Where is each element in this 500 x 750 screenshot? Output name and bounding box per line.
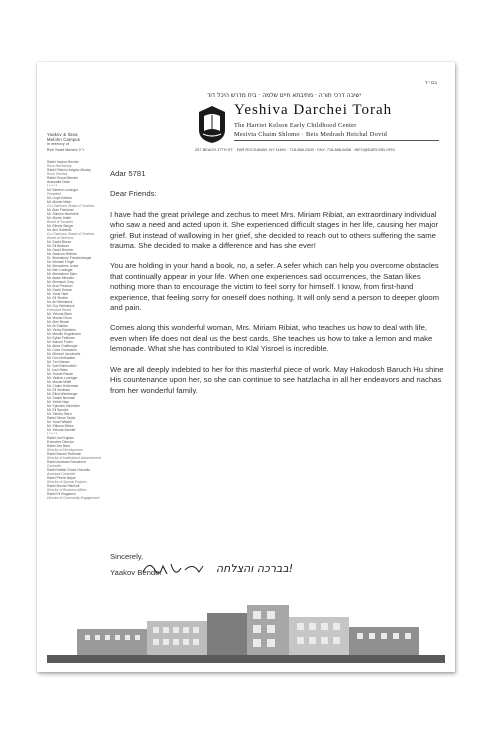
staff-entry: Mr. Michoel Jacobovitz bbox=[47, 352, 81, 356]
staff-entry: Mr. Yehuda Zachter bbox=[47, 428, 76, 432]
staff-separator: * * * * * bbox=[47, 184, 58, 188]
staff-entry: Associate Dean bbox=[47, 180, 71, 184]
staff-entry: Mr. Ari Weinstock bbox=[47, 300, 73, 304]
staff-entry: Rabbi Avraham Schachner bbox=[47, 460, 87, 464]
staff-entry: Mr. Baruch Fuchs bbox=[47, 340, 73, 344]
staff-entry: Mr. Yaakov Lowinger bbox=[47, 376, 78, 380]
staff-entry: Mr. Chaim Hoberman bbox=[47, 384, 79, 388]
staff-entry: Mr. Eli Spectre bbox=[47, 408, 69, 412]
staff-entry: Rabbi Joel Kaplan bbox=[47, 436, 74, 440]
staff-entry: Mr. Lloyd Keilson bbox=[47, 196, 73, 200]
staff-entry: Mr. Yosef Wieder bbox=[47, 420, 72, 424]
staff-entry: Rabbi Yaakov Bender bbox=[47, 160, 79, 164]
campus-building-image bbox=[47, 599, 445, 663]
staff-entry: Co-Chairmen, Board of Trustees bbox=[47, 204, 95, 208]
staff-entry: Assistant Controller bbox=[47, 472, 76, 476]
staff-entry: Mr. Eli Seidman bbox=[47, 388, 71, 392]
letter-closing: Sincerely, bbox=[110, 552, 144, 561]
staff-entry: Mr. Adam Mirowitz bbox=[47, 276, 74, 280]
staff-entry: Mr. Meir Brown bbox=[47, 320, 70, 324]
handwritten-blessing: בברכה והצלחה! bbox=[216, 562, 294, 575]
staff-entry: Rabbi Simon Taylor bbox=[47, 416, 76, 420]
staff-entry: Mr. Yisroel Rokah bbox=[47, 372, 73, 376]
staff-entry: Mr. Ami Sobieski bbox=[47, 228, 72, 232]
staff-entry: Board of Directors bbox=[47, 236, 74, 240]
staff-entry: Mr. Elliot Weinberger bbox=[47, 392, 78, 396]
staff-entry: Mr. Meshie Engelmann bbox=[47, 332, 81, 336]
staff-entry: Rabbi Zev Bald bbox=[47, 444, 70, 448]
staff-entry: Mr. Yehuda Blum bbox=[47, 312, 72, 316]
school-name: Yeshiva Darchei Torah bbox=[234, 102, 393, 118]
school-subtitle-2: Mesivta Chaim Shlomo · Beis Medrash Heichal Dovid bbox=[234, 131, 388, 138]
staff-entry: Mr. Moshe Mizer bbox=[47, 200, 72, 204]
letter-salutation: Dear Friends: bbox=[110, 189, 157, 199]
staff-entry: Rabbi Moshe Reinholt bbox=[47, 484, 80, 488]
handwritten-signature bbox=[141, 552, 301, 582]
letterhead-divider bbox=[234, 140, 439, 141]
letter-body bbox=[110, 169, 445, 406]
yeshiva-logo-icon bbox=[197, 104, 227, 144]
staff-entry: Executive Board bbox=[47, 308, 72, 312]
staff-entry: Director of Community Engagement bbox=[47, 496, 100, 500]
staff-entry: Mr. Daniel Neuman bbox=[47, 396, 76, 400]
staff-entry: Dr. Shamsbury Freudenberger bbox=[47, 256, 92, 260]
letter-paragraph: We are all deeply indebted to her for this masterful piece of work. May Hakodosh Baruch Hu shine His countenance upon her, so she can continue to see hatzlacha in all her endeavors and nachas from her wonderful family. bbox=[110, 364, 444, 395]
staff-entry: Dr. Uzzi Reiss bbox=[47, 368, 68, 372]
staff-entry: Rabbi Baruch Rothman bbox=[47, 452, 82, 456]
staff-entry: Mr. Benesh Lowinger bbox=[47, 188, 78, 192]
staff-entry: Board of Trustees bbox=[47, 220, 73, 224]
staff-entry: Mr. Menachem Marx bbox=[47, 272, 78, 276]
letter-paragraph: You are holding in your hand a book, no, a sefer. A sefer which can help you overcome obstacles that continually appear in your life. When one experiences sad occurrences, the Satan likes nothing more than to encourage the victim to feel sorry for himself. I know, from first-hand experience, that feeling sorry for oneself does nothing. It will only send a person to deeper gloom and pain. bbox=[110, 261, 440, 313]
staff-entry: Mr. Ben Lowinger bbox=[47, 268, 73, 272]
staff-entry: Mr. Ari Dalfaro bbox=[47, 324, 68, 328]
staff-entry: Mr. Ephraim Schreiber bbox=[47, 404, 80, 408]
staff-entry: Mr. Alan Friedman bbox=[47, 208, 74, 212]
campus-line-3: In memory of bbox=[47, 142, 70, 147]
staff-entry: Rosh HaYeshiva bbox=[47, 164, 72, 168]
school-address: 257 BEACH 17TH ST. · FAR ROCKAWAY, NY 11691 · 718-868-2300 · FAX: 718-868-6458 · INFO@DARCHEI.ORG bbox=[195, 147, 396, 152]
staff-entry: Mr. Yossi Taub bbox=[47, 292, 69, 296]
campus-line-4: Reb Yosef Melohn ז״ל bbox=[47, 147, 85, 152]
campus-line-2: Melohn Campus bbox=[47, 137, 81, 143]
letter-paragraph: Comes along this wonderful woman, Mrs. Miriam Ribiat, who teaches us how to deal with life, even when life does not deal us the best cards. She teaches us how to take a lemon and make lemonade. What she has contributed to Klal Yisroel is incredible. bbox=[110, 323, 433, 354]
staff-entry: Mr. David Bloom bbox=[47, 240, 72, 244]
staff-entry: Mr. Shlomo Weiss bbox=[47, 424, 74, 428]
bsd-mark: בס״ד bbox=[424, 80, 437, 86]
staff-entry: Mr. Nachum Brilman bbox=[47, 252, 77, 256]
staff-entry: Rabbi Naftali Chaim Horowitz bbox=[47, 468, 91, 472]
staff-entry: Controller bbox=[47, 464, 62, 468]
staff-entry: Mr. Morris Smith bbox=[47, 216, 71, 220]
staff-entry: President bbox=[47, 192, 61, 196]
staff-entry: Mr. Yanky Edelstein bbox=[47, 328, 76, 332]
staff-entry: Mr. Menachem Licker bbox=[47, 264, 79, 268]
staff-separator: * * * * * bbox=[47, 432, 58, 436]
staff-entry: Mr. Eli Tendler bbox=[47, 296, 68, 300]
hebrew-school-name: ישיבה דרכי תורה · מתיבתא חיים שלמה · בית מדרש היכל דוד bbox=[207, 92, 361, 99]
staff-entry: Rabbi Eli Klagsbrun bbox=[47, 492, 76, 496]
staff-entry: Mr. Eliezer Berger bbox=[47, 224, 74, 228]
staff-entry: Mr. Steven Stern bbox=[47, 412, 72, 416]
staff-entry: Rosh Yeshiva bbox=[47, 172, 68, 176]
school-subtitle-1: The Harriet Kelson Early Childhood Center bbox=[234, 122, 357, 129]
staff-entry: Mr. Akiva Goldberger bbox=[47, 344, 78, 348]
staff-entry: Mr. Menasch Ozry bbox=[47, 280, 74, 284]
campus-block bbox=[47, 132, 103, 153]
staff-entry: Director of Development bbox=[47, 448, 83, 452]
staff-entry: Dr. Yoel Rabinovitch bbox=[47, 364, 77, 368]
staff-entry: Rabbi Pinnie Mayer bbox=[47, 476, 76, 480]
staff-entry: Co-Chairman, Board of Trustees bbox=[47, 232, 95, 236]
staff-entry: Director of Business Affairs bbox=[47, 488, 87, 492]
staff-entry: Mr. Dov Kiekhaafer bbox=[47, 356, 76, 360]
staff-entry: Director of Institutional Advancement bbox=[47, 456, 101, 460]
staff-entry: Executive Director bbox=[47, 440, 74, 444]
staff-entry: Mr. Moshe Dixon bbox=[47, 316, 72, 320]
signer-name: Yaakov Bender bbox=[110, 568, 162, 577]
staff-entry: Mr. Michael Frogel bbox=[47, 260, 75, 264]
staff-entry: Mr. Moshe Mittel bbox=[47, 380, 72, 384]
campus-line-1: Yaakov & Ilana bbox=[47, 132, 78, 137]
staff-entry: Mr. Shimon Muehrerk bbox=[47, 212, 79, 216]
staff-entry: Mr. Aron Pearson bbox=[47, 284, 73, 288]
staff-list bbox=[47, 160, 107, 500]
staff-entry: Rabbi Shlomo Avigdor Altusky bbox=[47, 168, 91, 172]
staff-entry: Mr. David Brecher bbox=[47, 248, 74, 252]
letter-page bbox=[37, 62, 455, 672]
staff-entry: Mr. Eytan Feldman bbox=[47, 336, 75, 340]
staff-entry: Mr. Dov Weinstock bbox=[47, 304, 75, 308]
staff-entry: Rabbi Yisroel Bender bbox=[47, 176, 78, 180]
letter-date: Adar 5781 bbox=[110, 169, 146, 178]
staff-entry: Mr. David Schuer bbox=[47, 288, 73, 292]
letter-paragraph: I have had the great privilege and zechus to meet Mrs. Miriam Ribiat, an extraordinary individual who saw a need and acted upon it. She experienced difficult stages in her life, causing her major grief. But instead of wallowing in her grief, she decided to reach out to others suffering the same trauma. She decided to make a difference and has she ever! bbox=[110, 209, 439, 251]
staff-entry: Mr. Eli Bistricer bbox=[47, 244, 69, 248]
staff-entry: Mr. Yehiel Naor bbox=[47, 400, 70, 404]
staff-entry: Mr. Tzvi Nissan bbox=[47, 360, 70, 364]
staff-entry: Mr. Carlo Grunbaum bbox=[47, 348, 77, 352]
staff-entry: Director of Special Projects bbox=[47, 480, 87, 484]
